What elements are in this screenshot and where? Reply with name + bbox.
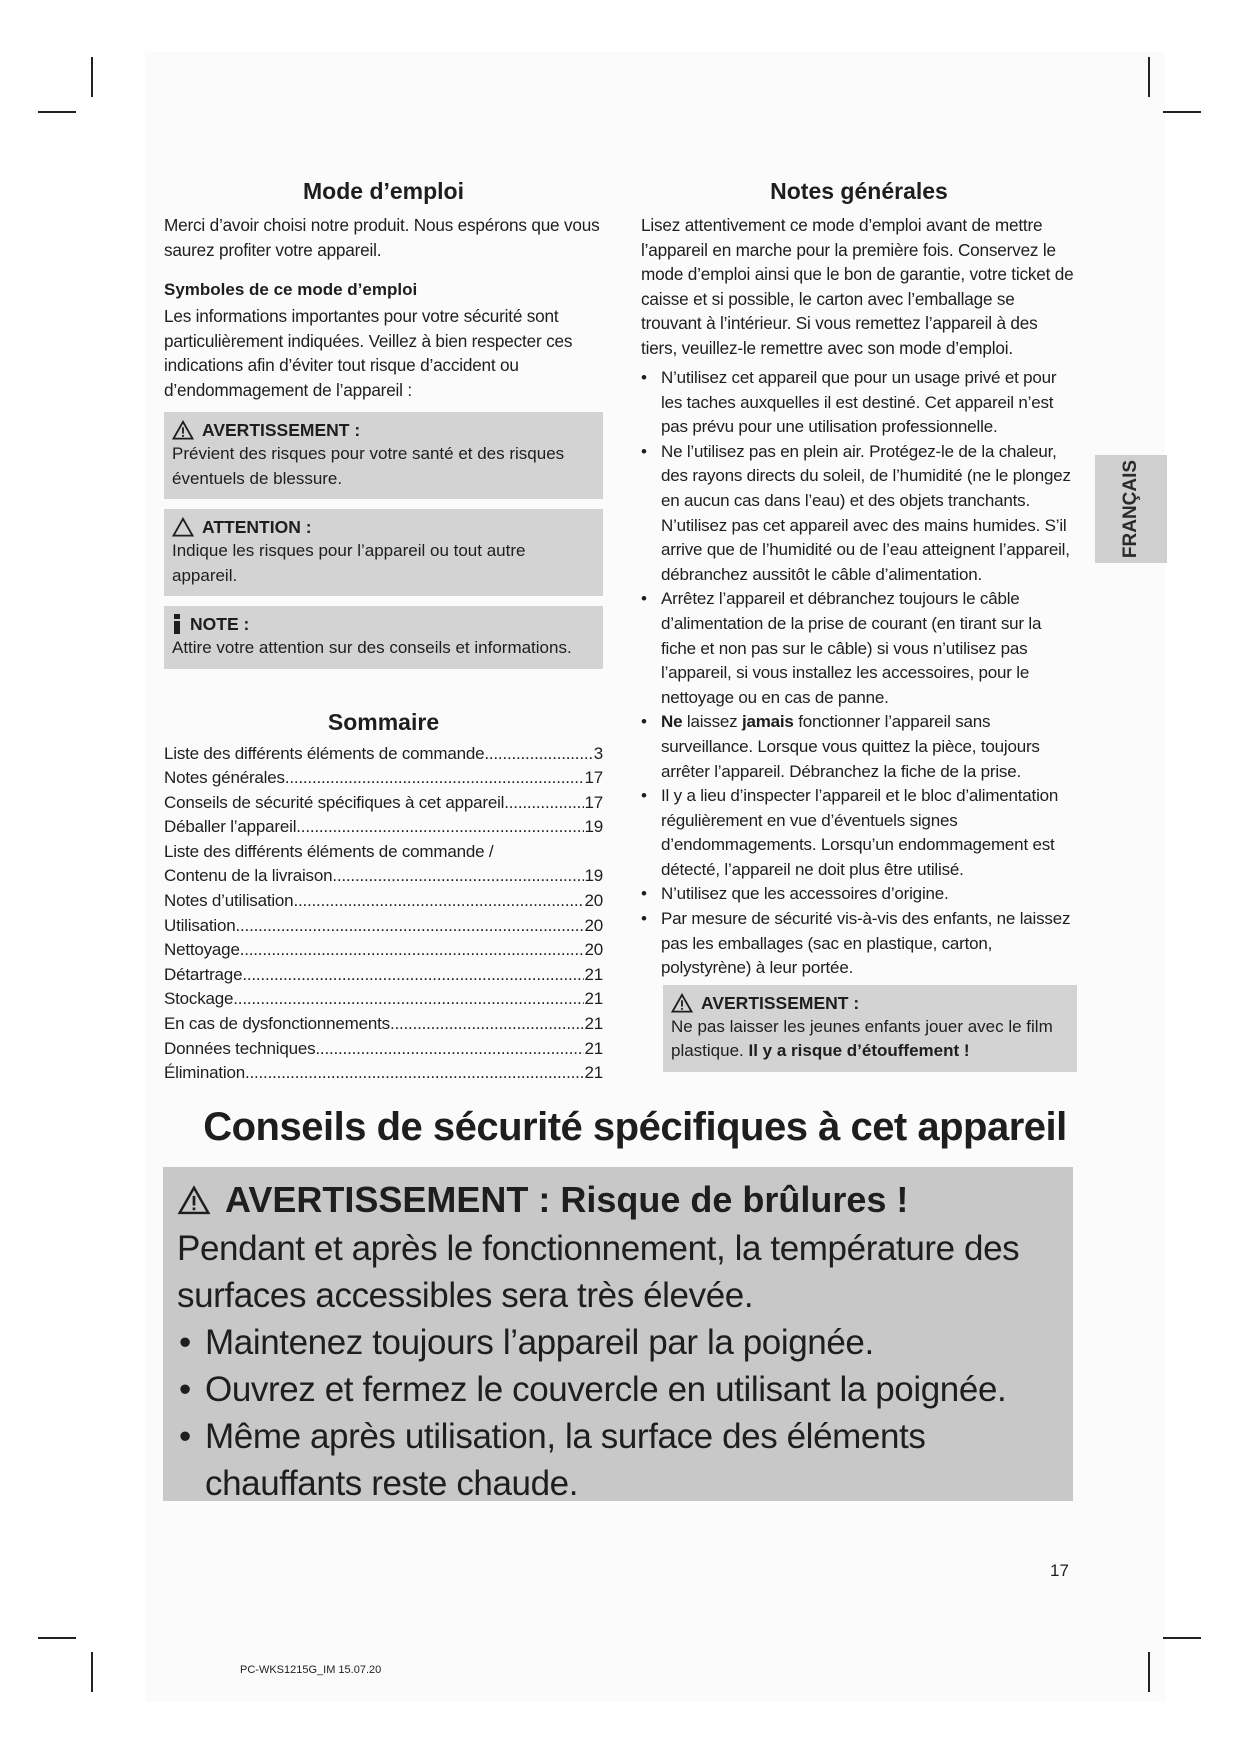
notes-bullet-list [641, 366, 1077, 981]
toc-label: Détartrage [164, 964, 243, 984]
bullet: • [641, 786, 647, 806]
toc-page: 19 [584, 817, 603, 837]
page-number: 17 [1050, 1561, 1069, 1580]
toc-label: Déballer l’appareil [164, 817, 297, 837]
crop-mark [1148, 1652, 1150, 1692]
symbols-title: Symboles de ce mode d’emploi [164, 280, 418, 299]
bullet: • [641, 712, 647, 732]
toc-page: 20 [584, 915, 603, 935]
toc-page: 3 [593, 743, 603, 763]
crop-mark [38, 111, 76, 113]
table-of-contents [164, 742, 603, 1086]
toc-label: Données techniques [164, 1038, 316, 1058]
info-icon [172, 614, 182, 634]
list-item-text: Ne l’utilisez pas en plein air. Protégez-le de la chaleur, des rayons directs du soleil, de l’humidité (ne le plongez en aucun cas dans l’eau) et des objets tranchants. N’utilisez pas cet appareil avec des mains humides. S’il arrive que de l’humidité ou de l’eau atteignent l’appareil, débranchez aussitôt le câble d’alimentation. [661, 441, 1071, 584]
bullet: • [179, 1417, 191, 1456]
toc-row[interactable] [164, 1012, 603, 1037]
crop-mark [1148, 57, 1150, 97]
bullet: • [641, 441, 647, 461]
toc-row[interactable] [164, 864, 603, 889]
sommaire-title: Sommaire [327, 708, 440, 735]
list-item [641, 907, 1077, 981]
toc-row[interactable] [164, 791, 603, 816]
language-label: FRANÇAIS [1120, 459, 1141, 559]
toc-row[interactable] [164, 963, 603, 988]
toc-page: 21 [584, 1063, 603, 1083]
list-item [177, 1319, 1057, 1366]
list-item [641, 440, 1077, 588]
children-warning-box [663, 985, 1077, 1072]
toc-label: Élimination [164, 1063, 245, 1083]
list-item [641, 784, 1077, 882]
crop-mark [1163, 111, 1201, 113]
toc-row[interactable] [164, 840, 603, 865]
toc-page: 19 [584, 866, 603, 886]
symbols-text: Les informations importantes pour votre sécurité sont particulièrement indiquées. Veillez à bien respecter ces indications afin d’éviter tout risque d’accident ou d’endommagement de l’appareil : [164, 306, 573, 400]
crop-mark [1163, 1637, 1201, 1639]
toc-row[interactable] [164, 889, 603, 914]
bullet: • [179, 1323, 191, 1362]
bullet: • [179, 1370, 191, 1409]
toc-page: 20 [584, 891, 603, 911]
warning-triangle-icon [177, 1185, 211, 1215]
list-item-text: N’utilisez que les accessoires d’origine. [661, 884, 949, 904]
list-item [641, 587, 1077, 710]
attention-title: ATTENTION : [202, 517, 312, 537]
toc-row[interactable] [164, 766, 603, 791]
bullet: • [641, 589, 647, 609]
warning-text: Prévient des risques pour votre santé et des risques éventuels de blessure. [172, 444, 565, 488]
note-box [164, 606, 603, 669]
toc-label: Conseils de sécurité spécifiques à cet appareil [164, 792, 505, 812]
toc-label: Nettoyage [164, 940, 240, 960]
toc-label: Stockage [164, 989, 234, 1009]
toc-label: Liste des différents éléments de commande / [164, 841, 494, 861]
bold-text: jamais [741, 712, 794, 732]
list-item [641, 710, 1077, 784]
toc-page: 21 [584, 1014, 603, 1034]
children-warning-title: AVERTISSEMENT : [701, 992, 860, 1013]
toc-page: 21 [584, 1038, 603, 1058]
toc-page: 17 [584, 768, 603, 788]
burn-warning-title: AVERTISSEMENT : Risque de brûlures ! [225, 1179, 909, 1220]
list-item [641, 366, 1077, 440]
toc-row[interactable] [164, 1037, 603, 1062]
toc-label: Utilisation [164, 915, 236, 935]
list-item-text: Même après utilisation, la surface des éléments chauffants reste chaude. [205, 1417, 926, 1503]
toc-label: En cas de dysfonctionnements [164, 1014, 390, 1034]
bullet: • [641, 368, 647, 387]
toc-label: Notes d’utilisation [164, 891, 294, 911]
warning-title: AVERTISSEMENT : [202, 420, 361, 440]
bold-text: Ne [661, 712, 683, 732]
list-item [177, 1366, 1057, 1413]
crop-mark [38, 1637, 76, 1639]
crop-mark [91, 1652, 93, 1692]
note-text: Attire votre attention sur des conseils et informations. [172, 638, 572, 657]
toc-page: 21 [584, 964, 603, 984]
list-item-text: Maintenez toujours l’appareil par la poignée. [205, 1323, 874, 1362]
children-warning-text [671, 1015, 1069, 1064]
crop-mark [91, 57, 93, 97]
safety-title: Conseils de sécurité spécifiques à cet appareil [203, 1105, 1067, 1149]
burn-warning-box [163, 1167, 1073, 1501]
warning-bold-text: Il y a risque d’étouffement ! [748, 1041, 970, 1061]
list-item-text: Ouvrez et fermez le couvercle en utilisant la poignée. [205, 1370, 1007, 1409]
attention-text: Indique les risques pour l’appareil ou tout autre appareil. [172, 541, 526, 585]
list-item-text: Arrêtez l’appareil et débranchez toujours le câble d’alimentation de la prise de courant (en tirant sur la fiche et non pas sur le câble) si vous n’utilisez pas l’appareil, si vous installez les accessoires, pour le nettoyage ou en cas de panne. [661, 589, 1042, 707]
warning-box [164, 412, 603, 499]
list-item-text: fonctionner l’appareil sans surveillance. Lorsque vous quittez la pièce, toujours arrêter l’appareil. Débranchez la fiche de la prise. [661, 712, 1040, 781]
toc-label: Contenu de la livraison [164, 866, 333, 886]
mode-emploi-title: Mode d’emploi [303, 178, 464, 204]
warning-text: Ne pas laisser les jeunes enfants jouer avec le film plastique. [671, 1016, 1053, 1061]
toc-page: 20 [584, 940, 603, 960]
toc-label: Liste des différents éléments de commande [164, 743, 485, 763]
toc-row[interactable] [164, 914, 603, 939]
toc-row[interactable] [164, 1061, 603, 1086]
footer-code: PC-WKS1215G_IM 15.07.20 [240, 1664, 382, 1676]
language-tab [1095, 455, 1167, 563]
warning-triangle-icon [172, 420, 194, 440]
attention-triangle-icon [172, 517, 194, 537]
toc-row[interactable] [164, 742, 603, 767]
intro-text: Merci d’avoir choisi notre produit. Nous espérons que vous saurez profiter votre appareil. [164, 215, 600, 260]
list-item [641, 882, 1077, 907]
list-item [177, 1413, 1057, 1507]
list-item-text: laissez [682, 712, 742, 732]
toc-row[interactable] [164, 987, 603, 1012]
notes-intro: Lisez attentivement ce mode d’emploi avant de mettre l’appareil en marche pour la première fois. Conservez le mode d’emploi ainsi que le bon de garantie, votre ticket de caisse et si possible, le carton avec l’emballage se trouvant à l’intérieur. Si vous remettez l’appareil à des tiers, veuillez-le remettre avec son mode d’emploi. [641, 215, 1074, 358]
list-item-text: Par mesure de sécurité vis-à-vis des enfants, ne laissez pas les emballages (sac en plastique, carton, polystyrène) à leur portée. [661, 909, 1071, 978]
burn-warning-text: Pendant et après le fonctionnement, la température des surfaces accessibles sera très élevée. [177, 1229, 1020, 1315]
toc-label: Notes générales [164, 768, 285, 788]
toc-row[interactable] [164, 938, 603, 963]
warning-triangle-icon [671, 993, 693, 1013]
toc-page: 17 [584, 792, 603, 812]
notes-generales-title: Notes générales [770, 178, 948, 204]
bullet: • [641, 909, 647, 929]
attention-box [164, 509, 603, 596]
left-column [164, 178, 603, 1086]
bullet: • [641, 884, 647, 904]
toc-row[interactable] [164, 815, 603, 840]
right-column [641, 178, 1077, 1072]
list-item-text: N’utilisez cet appareil que pour un usage privé et pour les taches auxquelles il est destiné. Cet appareil n’est pas prévu pour une utilisation professionnelle. [661, 368, 1057, 437]
note-title: NOTE : [190, 614, 250, 634]
toc-page: 21 [584, 989, 603, 1009]
list-item-text: Il y a lieu d’inspecter l’appareil et le bloc d’alimentation régulièrement en vue d’éventuels signes d’endommagements. Lorsqu’un endommagement est détecté, l’appareil ne doit plus être utilisé. [661, 786, 1059, 879]
